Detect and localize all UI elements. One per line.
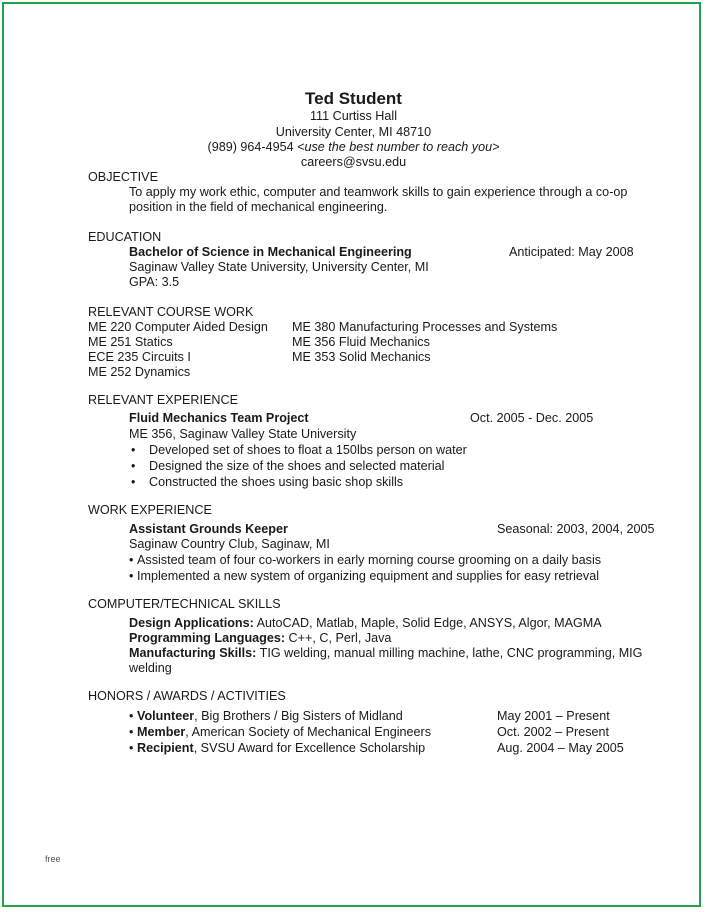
list-item: • Volunteer, Big Brothers / Big Sisters of Midland (129, 709, 403, 723)
course-item: ME 220 Computer Aided Design (88, 320, 268, 334)
bullet-icon: • (129, 569, 134, 583)
course-item: ME 353 Solid Mechanics (292, 350, 431, 364)
address-line-1: 111 Curtiss Hall (309, 109, 398, 123)
gpa: GPA: 3.5 (129, 275, 180, 289)
list-item: • Assisted team of four co-workers in early morning course grooming on a daily basis (129, 553, 602, 567)
honors-heading: HONORS / AWARDS / ACTIVITIES (88, 689, 286, 703)
email: careers@svsu.edu (300, 155, 407, 169)
honor-date: Aug. 2004 – May 2005 (497, 741, 624, 755)
course-item: ECE 235 Circuits I (88, 350, 191, 364)
list-item: • Recipient, SVSU Award for Excellence Scholarship (129, 741, 426, 755)
project-org: ME 356, Saginaw Valley State University (129, 427, 357, 441)
phone-note: <use the best number to reach you> (297, 140, 500, 154)
course-item: ME 356 Fluid Mechanics (292, 335, 430, 349)
work-experience-heading: WORK EXPERIENCE (88, 503, 212, 517)
honor-date: Oct. 2002 – Present (497, 725, 610, 739)
list-item: • Designed the size of the shoes and selected material (131, 459, 445, 473)
bullet-icon: • (131, 475, 136, 489)
phone-number: (989) 964-4954 (207, 140, 294, 154)
education-heading: EDUCATION (88, 230, 162, 244)
bullet-icon: • (129, 741, 134, 755)
job-date: Seasonal: 2003, 2004, 2005 (497, 522, 655, 536)
education-date: Anticipated: May 2008 (509, 245, 634, 259)
objective-heading: OBJECTIVE (88, 170, 158, 184)
address-line-2: University Center, MI 48710 (275, 125, 432, 139)
bullet-icon: • (131, 459, 136, 473)
job-org: Saginaw Country Club, Saginaw, MI (129, 537, 330, 551)
course-item: ME 252 Dynamics (88, 365, 191, 379)
job-title: Assistant Grounds Keeper (129, 522, 288, 536)
bullet-icon: • (129, 725, 134, 739)
honor-date: May 2001 – Present (497, 709, 610, 723)
bullet-icon: • (131, 443, 136, 457)
manufacturing-skills: Manufacturing Skills: TIG welding, manual milling machine, lathe, CNC programming, MIG (129, 646, 643, 660)
objective-line-1: To apply my work ethic, computer and teamwork skills to gain experience through a co-op (129, 185, 628, 199)
coursework-heading: RELEVANT COURSE WORK (88, 305, 254, 319)
project-date: Oct. 2005 - Dec. 2005 (470, 411, 594, 425)
bullet-icon: • (129, 553, 134, 567)
list-item: • Implemented a new system of organizing equipment and supplies for easy retrieval (129, 569, 600, 583)
course-item: ME 380 Manufacturing Processes and Systems (292, 320, 558, 334)
manufacturing-skills-cont: welding (129, 661, 172, 675)
programming-languages: Programming Languages: C++, C, Perl, Java (129, 631, 392, 645)
list-item: • Developed set of shoes to float a 150lbs person on water (131, 443, 467, 457)
relevant-experience-heading: RELEVANT EXPERIENCE (88, 393, 239, 407)
resume-name: Ted Student (305, 89, 402, 108)
objective-line-2: position in the field of mechanical engineering. (129, 200, 388, 214)
phone-line (0, 140, 707, 155)
course-item: ME 251 Statics (88, 335, 173, 349)
project-title: Fluid Mechanics Team Project (129, 411, 309, 425)
watermark: free (45, 854, 61, 864)
skills-heading: COMPUTER/TECHNICAL SKILLS (88, 597, 281, 611)
degree: Bachelor of Science in Mechanical Engineering (129, 245, 412, 259)
list-item: • Constructed the shoes using basic shop skills (131, 475, 404, 489)
list-item: • Member, American Society of Mechanical Engineers (129, 725, 431, 739)
bullet-icon: • (129, 709, 134, 723)
school: Saginaw Valley State University, University Center, MI (129, 260, 429, 274)
design-applications: Design Applications: AutoCAD, Matlab, Maple, Solid Edge, ANSYS, Algor, MAGMA (129, 616, 602, 630)
